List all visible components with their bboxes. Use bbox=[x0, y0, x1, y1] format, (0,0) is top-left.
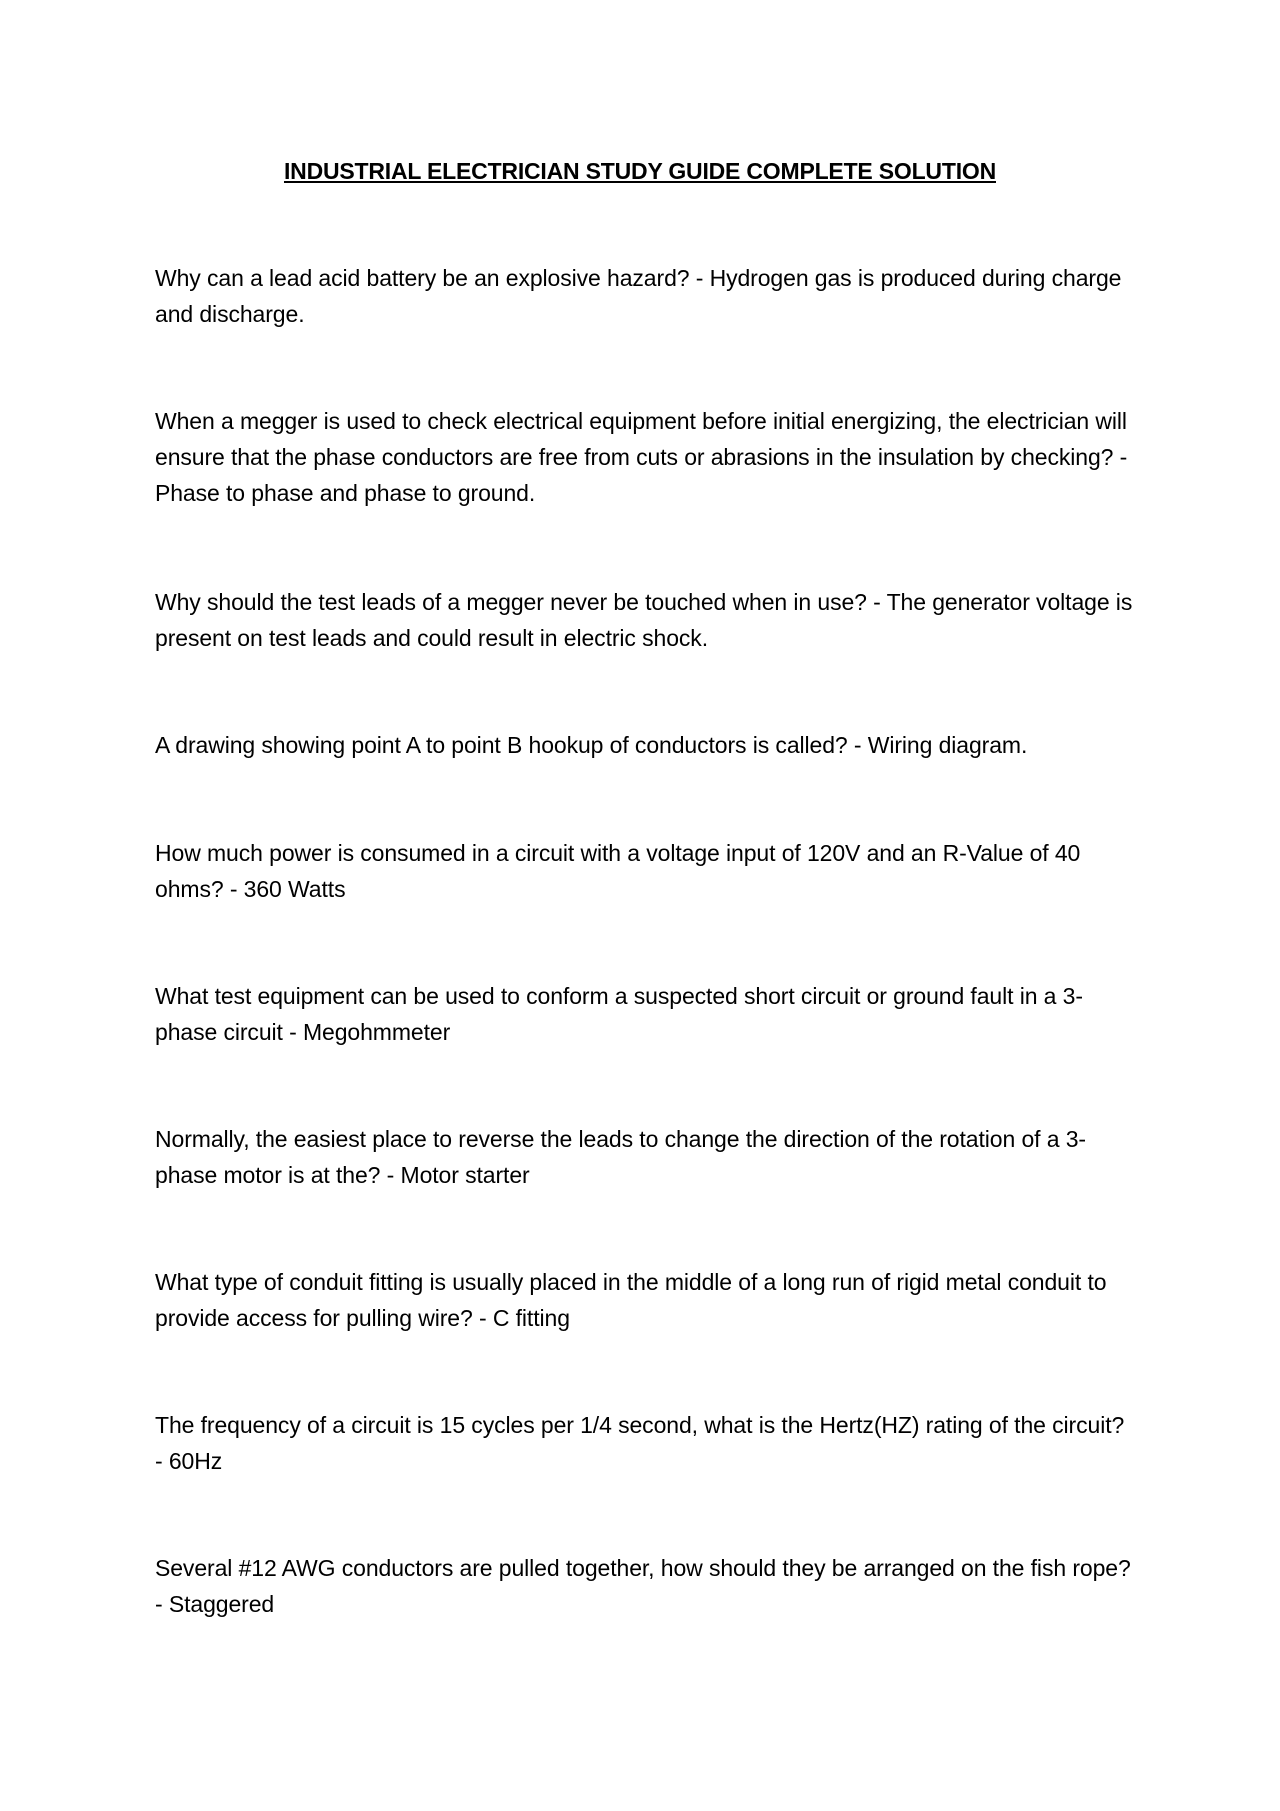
qa-item-conduit-fitting: What type of conduit fitting is usually placed in the middle of a long run of rigid metal conduit to provide access for pulling wire? - C fitting bbox=[155, 1269, 1107, 1331]
document-title: INDUSTRIAL ELECTRICIAN STUDY GUIDE COMPLETE SOLUTION bbox=[283, 158, 996, 184]
qa-item-wiring-diagram: A drawing showing point A to point B hookup of conductors is called? - Wiring diagram. bbox=[155, 732, 1028, 758]
qa-item-fish-rope: Several #12 AWG conductors are pulled together, how should they be arranged on the fish rope? - Staggered bbox=[155, 1555, 1131, 1617]
qa-item-test-equipment: What test equipment can be used to conform a suspected short circuit or ground fault in a 3-phase circuit - Megohmmeter bbox=[155, 983, 1083, 1045]
qa-item-battery-hazard: Why can a lead acid battery be an explosive hazard? - Hydrogen gas is produced during charge and discharge. bbox=[155, 265, 1122, 327]
qa-item-power-consumed: How much power is consumed in a circuit with a voltage input of 120V and an R-Value of 40 ohms? - 360 Watts bbox=[155, 840, 1081, 902]
qa-item-megger-check: When a megger is used to check electrical equipment before initial energizing, the electrician will ensure that the phase conductors are free from cuts or abrasions in the insulation by checking? - Phase to phase and phase to ground. bbox=[155, 408, 1128, 506]
qa-item-megger-leads: Why should the test leads of a megger never be touched when in use? - The generator voltage is present on test leads and could result in electric shock. bbox=[155, 589, 1133, 651]
qa-item-frequency: The frequency of a circuit is 15 cycles per 1/4 second, what is the Hertz(HZ) rating of the circuit? - 60Hz bbox=[155, 1412, 1125, 1474]
qa-item-motor-rotation: Normally, the easiest place to reverse the leads to change the direction of the rotation of a 3-phase motor is at the? - Motor starter bbox=[155, 1126, 1086, 1188]
